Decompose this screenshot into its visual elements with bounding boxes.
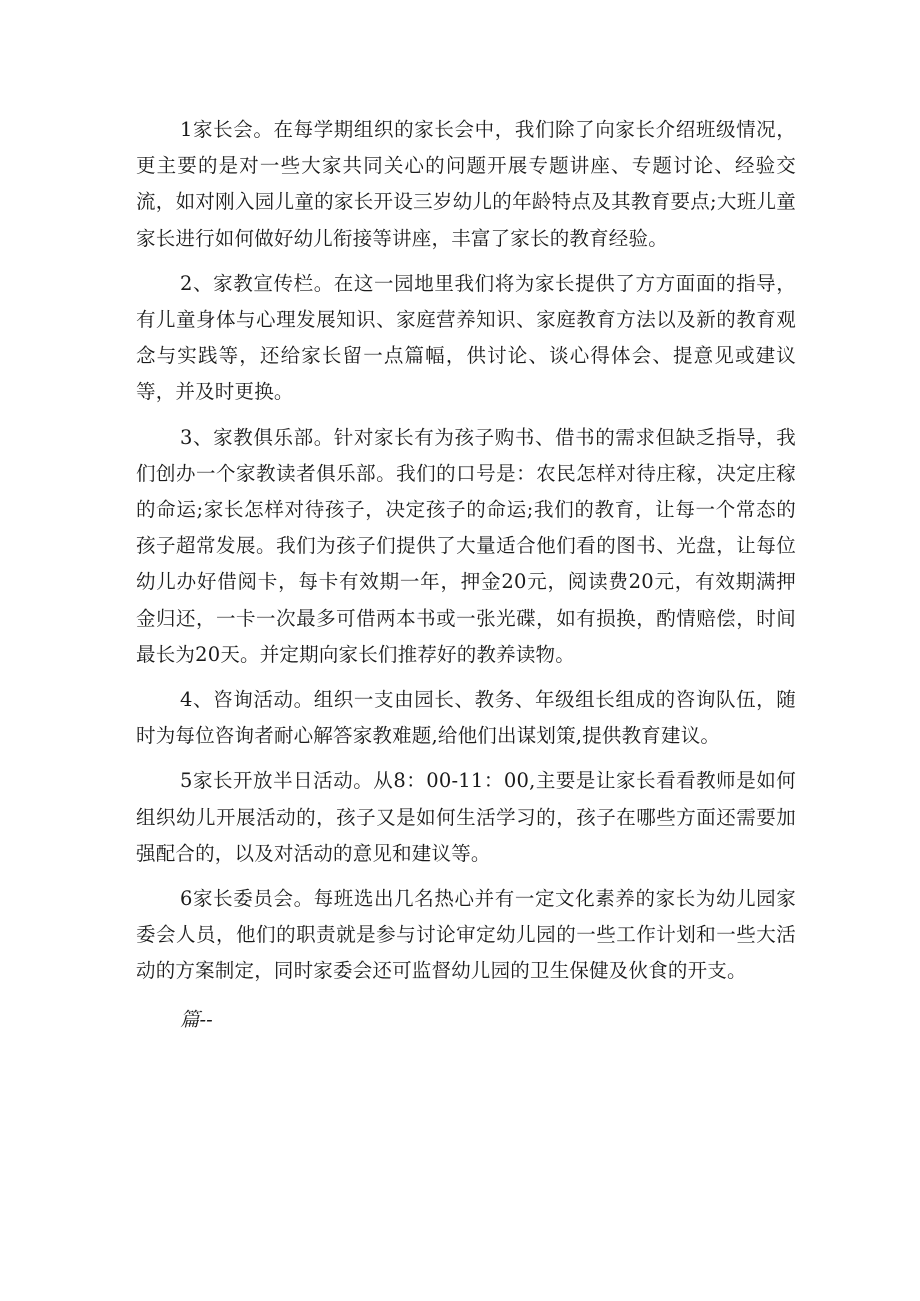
paragraph-1: 1家长会。在每学期组织的家长会中，我们除了向家长介绍班级情况，更主要的是对一些大家共同关心的问题开展专题讲座、专题讨论、经验交流，如对刚入园儿童的家长开设三岁幼儿的年龄特点及其教育要点;大班儿童家长进行如何做好幼儿衔接等讲座，丰富了家长的教育经验。 (136, 118, 796, 250)
paragraph-5: 5家长开放半日活动。从8：00-11：00,主要是让家长看看教师是如何组织幼儿开展活动的，孩子又是如何生活学习的，孩子在哪些方面还需要加强配合的，以及对活动的意见和建议等。 (136, 769, 796, 865)
paragraph-4: 4、咨询活动。组织一支由园长、教务、年级组长组成的咨询队伍，随时为每位咨询者耐心解答家教难题,给他们出谋划策,提供教育建议。 (136, 688, 796, 748)
paragraph-3: 3、家教俱乐部。针对家长有为孩子购书、借书的需求但缺乏指导，我们创办一个家教读者俱乐部。我们的口号是：农民怎样对待庄稼，决定庄稼的命运;家长怎样对待孩子，决定孩子的命运;我们的教育，让每一个常态的孩子超常发展。我们为孩子们提供了大量适合他们看的图书、光盘，让每位幼儿办好借阅卡，每卡有效期一年，押金20元，阅读费20元，有效期满押金归还，一卡一次最多可借两本书或一张光碟，如有损换，酌情赔偿，时间最长为20天。并定期向家长们推荐好的教养读物。 (136, 425, 796, 666)
paragraph-6: 6家长委员会。每班选出几名热心并有一定文化素养的家长为幼儿园家委会人员，他们的职责就是参与讨论审定幼儿园的一些工作计划和一些大活动的方案制定，同时家委会还可监督幼儿园的卫生保健及伙食的开支。 (136, 887, 796, 983)
document-body (136, 112, 796, 1038)
paragraph-2: 2、家教宣传栏。在这一园地里我们将为家长提供了方方面面的指导，有儿童身体与心理发展知识、家庭营养知识、家庭教育方法以及新的教育观念与实践等，还给家长留一点篇幅，供讨论、谈心得体会、提意见或建议等，并及时更换。 (136, 271, 796, 404)
section-mark: 篇-- (180, 1007, 213, 1031)
